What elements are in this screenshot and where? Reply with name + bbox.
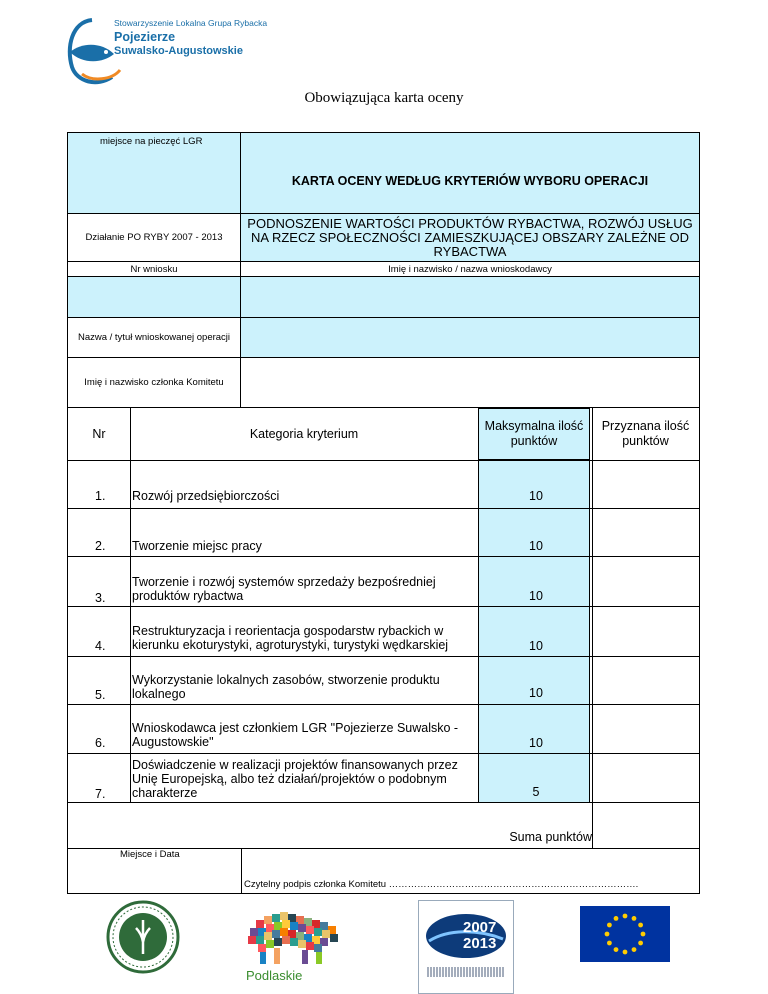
criterion-text: Wykorzystanie lokalnych zasobów, stworzenie produktu lokalnego <box>132 673 440 701</box>
criterion-number: 5. <box>95 688 106 702</box>
column-header-category: Kategoria kryterium <box>249 427 359 441</box>
criterion-max-points: 10 <box>529 639 543 653</box>
criterion-max-points: 10 <box>529 736 543 750</box>
operation-field[interactable] <box>241 318 699 358</box>
action-value: PODNOSZENIE WARTOŚCI PRODUKTÓW RYBACTWA, ROZWÓJ USŁUG NA RZECZ SPOŁECZNOŚCI ZAMIESZKUJĄCEJ OBSZARY ZALEŻNE OD RYBACTWA <box>241 214 699 262</box>
awarded-points-field[interactable] <box>593 607 699 656</box>
column-header-max-points: Maksymalna ilość punktów <box>478 408 590 460</box>
criterion-max-points: 10 <box>529 589 543 603</box>
bison-mosaic-icon <box>246 910 356 968</box>
criterion-text: Rozwój przedsiębiorczości <box>132 489 280 503</box>
action-label: Działanie PO RYBY 2007 - 2013 <box>68 214 241 262</box>
criterion-max-points: 10 <box>529 489 543 503</box>
poryby-year-end: 2013 <box>463 935 497 952</box>
column-header-nr: Nr <box>92 427 106 441</box>
criterion-text: Restrukturyzacja i reorientacja gospodarstw rybackich w kierunku ekoturystyki, agroturystyki, turystyki wędkarskiej <box>132 624 449 652</box>
criterion-number: 7. <box>95 787 106 801</box>
criterion-max-points: 10 <box>529 686 543 700</box>
poryby-year-start: 2007 <box>463 919 497 936</box>
application-number-field[interactable] <box>68 276 241 318</box>
awarded-points-field[interactable] <box>593 461 699 508</box>
criterion-max-points: 10 <box>529 539 543 553</box>
place-date-label: Miejsce i Data <box>120 849 180 860</box>
awarded-points-field[interactable] <box>593 754 699 802</box>
fish-icon <box>62 12 122 92</box>
divider-vertical <box>241 848 242 893</box>
applicant-field[interactable] <box>241 276 699 318</box>
document-title: Obowiązująca karta oceny <box>304 90 464 106</box>
criterion-max-points: 5 <box>532 785 540 799</box>
awarded-points-field[interactable] <box>593 509 699 556</box>
member-field[interactable] <box>241 358 699 408</box>
criterion-text: Tworzenie i rozwój systemów sprzedaży bezpośredniej produktów rybactwa <box>132 575 436 603</box>
lgr-logo <box>62 12 268 92</box>
lgr-name-line2: Suwalsko-Augustowskie <box>114 45 243 57</box>
sum-points-field[interactable] <box>593 803 699 848</box>
sum-label: Suma punktów <box>509 830 592 844</box>
poryby-name: RYBY <box>469 905 497 916</box>
place-date-field[interactable] <box>68 862 241 893</box>
application-number-label: Nr wniosku <box>68 262 241 276</box>
awarded-points-field[interactable] <box>593 705 699 753</box>
criterion-text: Tworzenie miejsc pracy <box>132 539 262 553</box>
ministry-agriculture-logo-icon <box>106 900 180 974</box>
member-label: Imię i nazwisko członka Komitetu <box>68 358 241 408</box>
poryby-logo <box>418 900 514 994</box>
criterion-text: Doświadczenie w realizacji projektów finansowanych przez Unię Europejską, albo też działań/projektów o podobnym charakterze <box>132 758 458 800</box>
stamp-cell <box>68 133 241 214</box>
signature-label: Czytelny podpis członka Komitetu ……………………………………………………………………. <box>244 879 639 890</box>
lgr-name-line1: Pojezierze <box>114 30 176 44</box>
criterion-number: 1. <box>95 489 106 503</box>
podlaskie-logo <box>246 910 356 990</box>
criterion-number: 3. <box>95 591 106 605</box>
applicant-label: Imię i nazwisko / nazwa wnioskodawcy <box>388 263 552 275</box>
stamp-label: miejsce na pieczęć LGR <box>100 136 203 147</box>
criterion-text: Wnioskodawca jest członkiem LGR "Pojezierze Suwalsko - Augustowskie" <box>132 721 459 749</box>
column-header-awarded-points: Przyznana ilość punktów <box>601 419 690 448</box>
lgr-org-line: Stowarzyszenie Lokalna Grupa Rybacka <box>114 18 268 28</box>
poryby-subtitle-lines <box>427 967 505 977</box>
eu-flag-icon <box>580 906 670 962</box>
sponsor-logos <box>0 896 768 992</box>
poryby-prefix: PO <box>457 907 469 916</box>
criterion-number: 4. <box>95 639 106 653</box>
criterion-number: 2. <box>95 539 106 553</box>
divider-vertical <box>130 408 131 802</box>
podlaskie-label: Podlaskie <box>246 968 303 983</box>
operation-label: Nazwa / tytuł wnioskowanej operacji <box>68 318 241 358</box>
awarded-points-field[interactable] <box>593 657 699 704</box>
form-main-title: KARTA OCENY WEDŁUG KRYTERIÓW WYBORU OPERACJI <box>291 174 649 188</box>
awarded-points-field[interactable] <box>593 557 699 606</box>
criterion-number: 6. <box>95 736 106 750</box>
max-points-column <box>478 460 590 802</box>
